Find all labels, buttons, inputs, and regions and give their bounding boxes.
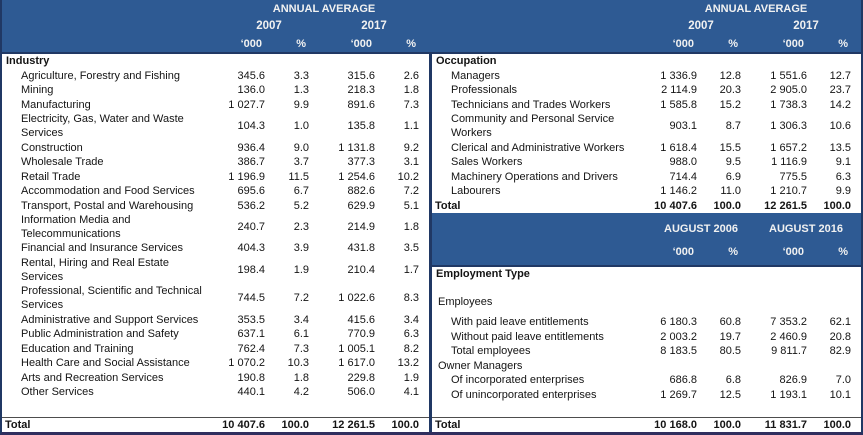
value-percent-col1: 1.8 <box>293 371 309 384</box>
value-thousands-col1: 136.0 <box>237 84 265 97</box>
table-row <box>2 98 429 113</box>
row-label: Of incorporated enterprises <box>451 374 585 387</box>
value-thousands-col2: 1 210.7 <box>770 185 807 198</box>
industry-panel <box>2 54 429 432</box>
value-thousands-col1: 2 114.9 <box>661 84 697 97</box>
table-row <box>2 342 429 357</box>
percent-column-header: % <box>728 246 738 259</box>
row-label: Without paid leave entitlements <box>451 330 604 343</box>
right-panel-header <box>432 0 861 52</box>
table-row <box>2 155 429 170</box>
value-percent-col2: 3.5 <box>403 242 419 255</box>
employment-total-row <box>432 417 861 432</box>
value-thousands-col2: 315.6 <box>347 69 375 82</box>
value-percent-col2: 1.7 <box>403 263 419 276</box>
value-percent-col1: 12.8 <box>719 69 741 82</box>
value-percent-col2: 9.2 <box>403 141 419 154</box>
value-thousands-col1: 1 585.8 <box>660 98 697 111</box>
value-thousands-col2: 826.9 <box>779 374 807 387</box>
year-2007-header: 2007 <box>688 20 714 32</box>
value-thousands-col1: 2 003.2 <box>660 330 697 343</box>
value-percent-col1: 6.1 <box>293 328 309 341</box>
value-percent-col2: 10.6 <box>829 120 851 133</box>
employees-rows <box>432 315 861 359</box>
total-thousands-col2: 12 261.5 <box>332 418 375 431</box>
employment-type-section-header <box>432 267 861 282</box>
total-thousands-col1: 10 407.6 <box>222 418 265 431</box>
row-label: Professionals <box>451 84 518 97</box>
table-row <box>2 140 429 155</box>
value-thousands-col2: 770.9 <box>347 328 375 341</box>
value-percent-col2: 7.0 <box>835 374 851 387</box>
table-row <box>432 387 861 402</box>
value-percent-col2: 9.1 <box>835 156 851 169</box>
value-thousands-col1: 190.8 <box>237 371 265 384</box>
value-percent-col2: 6.3 <box>403 328 419 341</box>
spacer <box>432 281 861 294</box>
row-label: Retail Trade <box>21 170 81 183</box>
value-thousands-col1: 686.8 <box>669 374 697 387</box>
thousands-column-header: ‘000 <box>350 37 372 50</box>
value-percent-col2: 3.4 <box>403 313 419 326</box>
table-row <box>2 313 429 328</box>
industry-section-header <box>2 54 429 69</box>
table-body <box>2 54 861 432</box>
value-thousands-col1: 353.5 <box>237 313 265 326</box>
value-percent-col2: 10.2 <box>397 170 419 183</box>
table-row <box>432 169 861 184</box>
owner-managers-group-header <box>432 358 861 373</box>
value-thousands-col2: 135.8 <box>347 120 375 133</box>
row-label: Clerical and Administrative Workers <box>451 141 625 154</box>
value-thousands-col1: 744.5 <box>237 292 265 305</box>
value-percent-col2: 23.7 <box>829 84 851 97</box>
row-label: Total employees <box>451 345 531 358</box>
value-thousands-col2: 891.6 <box>347 98 375 111</box>
value-percent-col1: 80.5 <box>719 345 741 358</box>
value-percent-col1: 3.9 <box>293 242 309 255</box>
total-percent-col1: 100.0 <box>281 418 309 431</box>
value-thousands-col1: 104.3 <box>237 120 265 133</box>
value-percent-col2: 7.2 <box>403 185 419 198</box>
occupation-employment-panel <box>432 54 861 432</box>
value-thousands-col2: 1 306.3 <box>770 120 807 133</box>
value-thousands-col2: 1 254.6 <box>338 170 375 183</box>
total-label: Total <box>435 418 461 431</box>
value-thousands-col2: 210.4 <box>347 263 375 276</box>
table-row <box>432 83 861 98</box>
total-label: Total <box>5 418 31 431</box>
value-thousands-col1: 440.1 <box>237 386 265 399</box>
value-percent-col2: 10.1 <box>829 388 851 401</box>
value-thousands-col2: 1 738.3 <box>770 98 807 111</box>
value-percent-col1: 6.8 <box>725 374 741 387</box>
value-percent-col2: 6.3 <box>835 170 851 183</box>
row-label: Public Administration and Safety <box>21 328 179 341</box>
table-row <box>432 329 861 344</box>
employees-group-header <box>432 294 861 309</box>
value-thousands-col2: 1 657.2 <box>770 141 807 154</box>
table-row <box>2 198 429 213</box>
value-thousands-col1: 1 196.9 <box>228 170 265 183</box>
value-percent-col2: 13.2 <box>397 357 419 370</box>
total-thousands-col1: 10 168.0 <box>654 418 697 431</box>
value-percent-col2: 1.9 <box>403 371 419 384</box>
value-percent-col1: 8.7 <box>725 120 741 133</box>
occupation-rows <box>432 69 861 199</box>
value-percent-col2: 1.8 <box>403 84 419 97</box>
row-label: Community and Personal Service Workers <box>451 113 615 140</box>
value-thousands-col2: 1 131.8 <box>338 141 375 154</box>
industry-total-row <box>2 417 429 432</box>
value-thousands-col1: 637.1 <box>237 328 265 341</box>
row-label: Arts and Recreation Services <box>21 371 164 384</box>
value-thousands-col1: 1 336.9 <box>660 69 697 82</box>
value-thousands-col2: 7 353.2 <box>770 316 807 329</box>
value-thousands-col1: 198.4 <box>237 263 265 276</box>
value-percent-col1: 11.0 <box>720 185 741 198</box>
value-thousands-col1: 1 618.4 <box>660 141 697 154</box>
value-percent-col1: 9.5 <box>725 156 741 169</box>
value-percent-col2: 2.6 <box>403 69 419 82</box>
value-thousands-col1: 404.3 <box>237 242 265 255</box>
value-percent-col1: 12.5 <box>719 388 741 401</box>
row-label: Machinery Operations and Drivers <box>451 170 618 183</box>
value-thousands-col2: 629.9 <box>347 199 375 212</box>
value-percent-col1: 60.8 <box>719 316 741 329</box>
value-percent-col1: 1.0 <box>293 120 309 133</box>
value-thousands-col1: 903.1 <box>669 120 697 133</box>
value-percent-col1: 11.5 <box>288 170 309 183</box>
table-row <box>432 140 861 155</box>
row-label: Of unincorporated enterprises <box>451 388 597 401</box>
value-thousands-col2: 415.6 <box>347 313 375 326</box>
value-thousands-col2: 1 551.6 <box>770 69 807 82</box>
value-thousands-col1: 714.4 <box>669 170 697 183</box>
value-percent-col1: 19.7 <box>719 330 741 343</box>
value-thousands-col1: 345.6 <box>237 69 265 82</box>
table-row <box>2 241 429 256</box>
value-thousands-col1: 1 269.7 <box>660 388 697 401</box>
section-label: Occupation <box>436 55 497 68</box>
value-thousands-col1: 240.7 <box>237 221 265 233</box>
value-percent-col1: 10.3 <box>287 357 309 370</box>
value-percent-col2: 12.7 <box>829 69 851 82</box>
percent-column-header: % <box>728 37 738 50</box>
row-label: Electricity, Gas, Water and Waste Services <box>21 113 184 140</box>
value-thousands-col2: 882.6 <box>347 185 375 198</box>
table-row <box>2 184 429 199</box>
section-label: Employment Type <box>436 268 530 281</box>
total-percent-col2: 100.0 <box>823 418 851 431</box>
row-label: Rental, Hiring and Real Estate Services <box>21 256 169 284</box>
year-2017-header: 2017 <box>361 20 387 32</box>
left-panel-header <box>2 0 429 52</box>
value-thousands-col2: 229.8 <box>347 371 375 384</box>
total-thousands-col2: 11 831.7 <box>764 418 807 431</box>
table-row <box>2 356 429 371</box>
thousands-column-header: ‘000 <box>782 246 804 259</box>
annual-average-title: ANNUAL AVERAGE <box>272 2 376 15</box>
total-label: Total <box>435 199 461 212</box>
value-percent-col1: 4.2 <box>293 386 309 399</box>
value-percent-col2: 3.1 <box>403 156 419 169</box>
value-percent-col1: 1.3 <box>293 84 309 97</box>
value-percent-col2: 82.9 <box>829 345 851 358</box>
value-thousands-col2: 214.9 <box>347 221 375 233</box>
value-thousands-col1: 695.6 <box>237 185 265 198</box>
table-row <box>2 327 429 342</box>
percent-column-header: % <box>406 37 416 50</box>
table-row <box>432 69 861 84</box>
total-percent-col1: 100.0 <box>713 418 741 431</box>
value-percent-col1: 1.9 <box>293 263 309 276</box>
table-row <box>2 371 429 386</box>
value-thousands-col1: 6 180.3 <box>660 316 697 329</box>
total-percent-col2: 100.0 <box>391 418 419 431</box>
value-percent-col2: 14.2 <box>829 98 851 111</box>
value-thousands-col2: 377.3 <box>347 156 375 169</box>
value-thousands-col2: 2 905.0 <box>770 84 807 97</box>
occupation-total-row <box>432 198 861 213</box>
value-thousands-col2: 2 460.9 <box>770 330 807 343</box>
percent-column-header: % <box>838 37 848 50</box>
table-row <box>2 69 429 84</box>
row-label: Financial and Insurance Services <box>21 242 184 255</box>
value-thousands-col1: 988.0 <box>669 156 697 169</box>
row-label: Health Care and Social Assistance <box>21 357 190 370</box>
total-percent-col1: 100.0 <box>713 199 741 212</box>
table-row <box>2 284 429 312</box>
percent-column-header: % <box>838 246 848 259</box>
value-percent-col2: 8.3 <box>403 292 419 305</box>
value-percent-col1: 15.5 <box>719 141 741 154</box>
table-row <box>2 256 429 284</box>
value-percent-col2: 4.1 <box>403 386 419 399</box>
value-thousands-col2: 1 193.1 <box>770 388 807 401</box>
thousands-column-header: ‘000 <box>672 246 694 259</box>
value-percent-col2: 8.2 <box>403 342 419 355</box>
value-percent-col2: 13.5 <box>829 141 851 154</box>
value-thousands-col1: 8 183.5 <box>660 345 697 358</box>
august-header-band <box>432 213 861 267</box>
value-thousands-col2: 431.8 <box>347 242 375 255</box>
table-row <box>432 373 861 388</box>
table-row <box>2 385 429 400</box>
table-row <box>432 315 861 330</box>
value-thousands-col2: 218.3 <box>347 84 375 97</box>
row-label: Mining <box>21 84 54 97</box>
thousands-column-header: ‘000 <box>672 37 694 50</box>
table-row <box>432 98 861 113</box>
value-percent-col1: 2.3 <box>293 221 309 233</box>
row-label: Sales Workers <box>451 156 523 169</box>
value-percent-col1: 20.3 <box>719 84 741 97</box>
value-thousands-col2: 1 116.9 <box>771 156 807 169</box>
row-label: Managers <box>451 69 500 82</box>
row-label: Wholesale Trade <box>21 156 104 169</box>
row-label: Construction <box>21 141 83 154</box>
value-thousands-col1: 386.7 <box>237 156 265 169</box>
value-percent-col2: 20.8 <box>829 330 851 343</box>
row-label: Transport, Postal and Warehousing <box>21 199 194 212</box>
table-row <box>2 213 429 241</box>
table-row <box>432 155 861 170</box>
value-thousands-col1: 936.4 <box>237 141 265 154</box>
group-label: Owner Managers <box>438 359 523 372</box>
value-thousands-col2: 1 617.0 <box>338 357 375 370</box>
value-percent-col1: 5.2 <box>293 199 309 212</box>
total-thousands-col1: 10 407.6 <box>654 199 697 212</box>
value-percent-col2: 7.3 <box>403 98 419 111</box>
value-thousands-col2: 1 022.6 <box>338 292 375 305</box>
row-label: Information Media and Telecommunications <box>21 213 131 241</box>
value-percent-col2: 9.9 <box>835 185 851 198</box>
row-label: Agriculture, Forestry and Fishing <box>21 69 180 82</box>
group-label: Employees <box>438 295 493 308</box>
row-label: Accommodation and Food Services <box>21 185 195 198</box>
occupation-section-header <box>432 54 861 69</box>
value-percent-col2: 5.1 <box>403 199 419 212</box>
annual-average-header-band <box>2 0 861 54</box>
year-2007-header: 2007 <box>256 20 282 32</box>
value-percent-col2: 1.8 <box>403 221 419 233</box>
value-percent-col1: 9.0 <box>293 141 309 154</box>
annual-average-title: ANNUAL AVERAGE <box>704 2 808 15</box>
total-thousands-col2: 12 261.5 <box>764 199 807 212</box>
row-label: Labourers <box>451 185 501 198</box>
row-label: Technicians and Trades Workers <box>451 98 611 111</box>
value-thousands-col1: 762.4 <box>237 342 265 355</box>
industry-rows <box>2 69 429 400</box>
total-percent-col2: 100.0 <box>823 199 851 212</box>
value-percent-col1: 3.4 <box>293 313 309 326</box>
value-percent-col1: 3.7 <box>293 156 309 169</box>
owner-managers-rows <box>432 373 861 402</box>
value-thousands-col2: 506.0 <box>347 386 375 399</box>
row-label: With paid leave entitlements <box>451 316 589 329</box>
value-percent-col1: 3.3 <box>293 69 309 82</box>
value-percent-col1: 6.7 <box>293 185 309 198</box>
row-label: Administrative and Support Services <box>21 313 199 326</box>
value-percent-col2: 1.1 <box>403 120 419 133</box>
value-percent-col1: 15.2 <box>719 98 741 111</box>
value-thousands-col2: 9 811.7 <box>771 345 807 358</box>
row-label: Education and Training <box>21 342 134 355</box>
august-2006-header: AUGUST 2006 <box>664 223 738 236</box>
table-row <box>2 83 429 98</box>
value-thousands-col1: 1 027.7 <box>228 98 265 111</box>
row-label: Professional, Scientific and Technical Services <box>21 285 202 312</box>
value-percent-col2: 62.1 <box>829 316 851 329</box>
august-2016-header: AUGUST 2016 <box>769 223 843 236</box>
thousands-column-header: ‘000 <box>782 37 804 50</box>
value-percent-col1: 9.9 <box>293 98 309 111</box>
year-2017-header: 2017 <box>793 20 819 32</box>
table-row <box>432 112 861 140</box>
table-row <box>432 344 861 359</box>
value-percent-col1: 7.2 <box>293 292 309 305</box>
value-percent-col1: 7.3 <box>293 342 309 355</box>
value-percent-col1: 6.9 <box>725 170 741 183</box>
value-thousands-col1: 1 146.2 <box>660 185 697 198</box>
value-thousands-col2: 1 005.1 <box>338 342 375 355</box>
row-label: Manufacturing <box>21 98 91 111</box>
section-label: Industry <box>6 55 50 68</box>
value-thousands-col2: 775.5 <box>779 170 807 183</box>
table-row <box>2 169 429 184</box>
value-thousands-col1: 1 070.2 <box>228 357 265 370</box>
table-row <box>2 112 429 140</box>
thousands-column-header: ‘000 <box>240 37 262 50</box>
row-label: Other Services <box>21 386 94 399</box>
percent-column-header: % <box>296 37 306 50</box>
value-thousands-col1: 536.2 <box>237 199 265 212</box>
table-row <box>432 184 861 199</box>
